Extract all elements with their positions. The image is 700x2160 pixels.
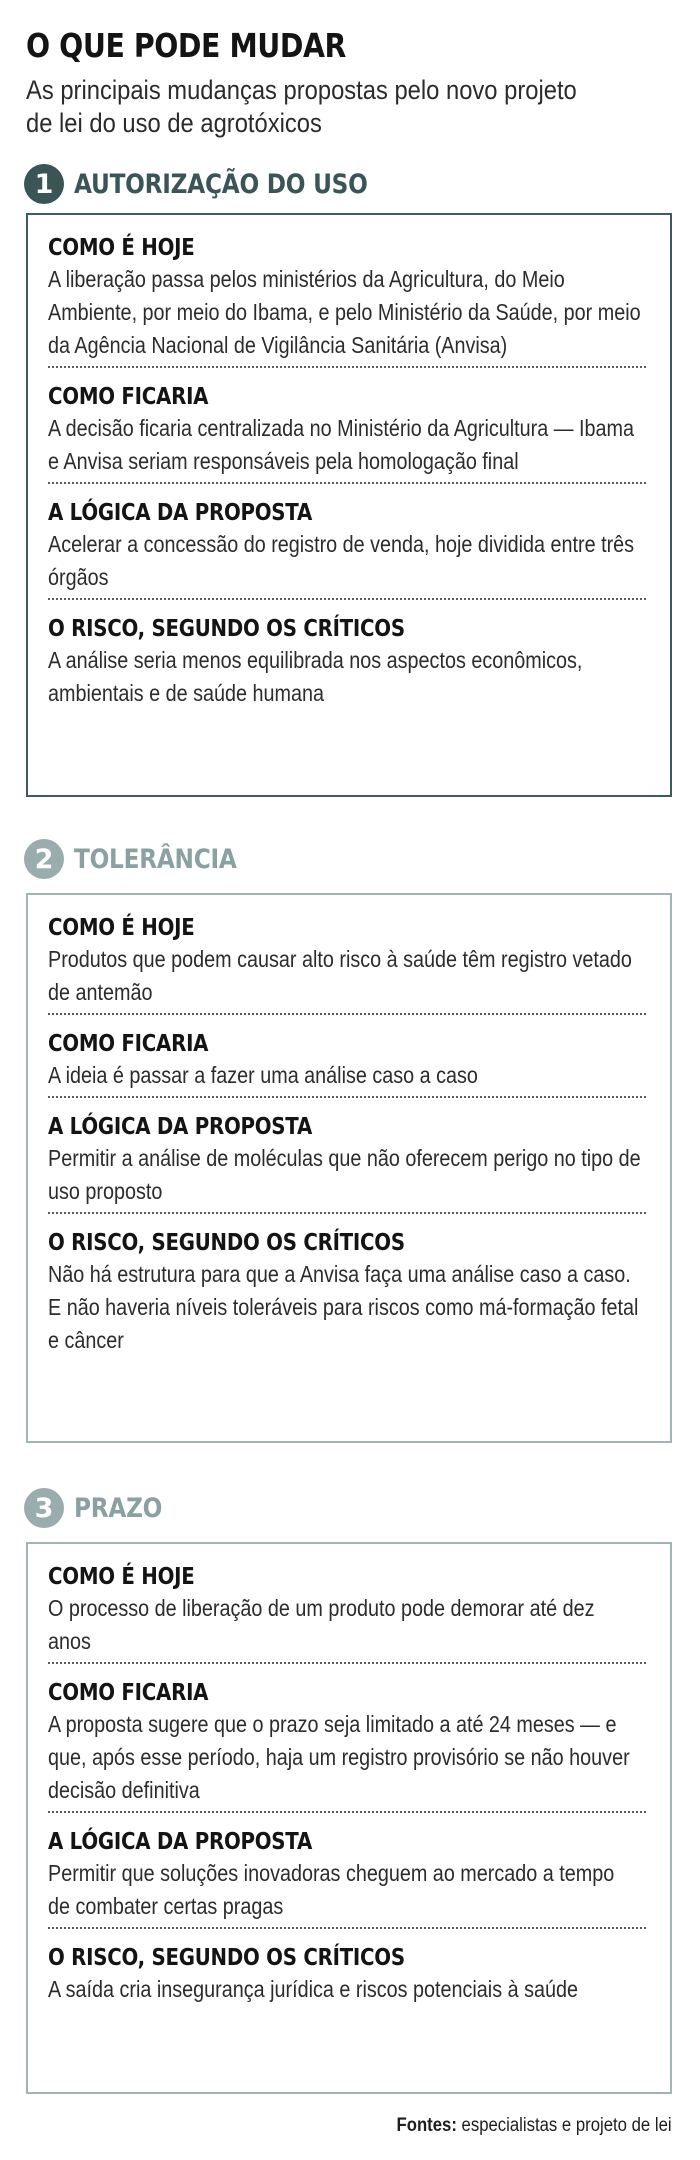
item-text: O processo de liberação de um produto pode demorar até dez anos xyxy=(48,1595,595,1654)
section-3-header xyxy=(24,1486,177,1530)
item-label: A LÓGICA DA PROPOSTA xyxy=(48,500,313,526)
section-1-item-proposed xyxy=(48,366,646,482)
section-2-box xyxy=(26,893,672,1443)
section-3-item-current xyxy=(48,1562,646,1662)
item-label: O RISCO, SEGUNDO OS CRÍTICOS xyxy=(48,616,405,642)
item-label: O RISCO, SEGUNDO OS CRÍTICOS xyxy=(48,1230,405,1256)
section-2-item-logic xyxy=(48,1096,646,1212)
section-2-item-proposed xyxy=(48,1013,646,1096)
sources-note xyxy=(397,2115,672,2137)
item-text: Permitir que soluções inovadoras cheguem ao mercado a tempo de combater certas pragas xyxy=(48,1860,615,1919)
section-2-header xyxy=(24,837,263,881)
section-3-box xyxy=(26,1542,672,2094)
item-label: A LÓGICA DA PROPOSTA xyxy=(48,1829,313,1855)
page-subtitle: As principais mudanças propostas pelo novo projeto de lei do uso de agrotóxicos xyxy=(26,75,577,138)
section-1-box xyxy=(26,213,672,797)
item-label: COMO É HOJE xyxy=(48,1564,195,1590)
item-text: Permitir a análise de moléculas que não oferecem perigo no tipo de uso proposto xyxy=(48,1145,641,1204)
section-1-number-badge: 1 xyxy=(24,164,64,204)
section-2-item-current xyxy=(48,913,646,1013)
item-label: COMO FICARIA xyxy=(48,1031,209,1057)
section-3-item-proposed xyxy=(48,1662,646,1811)
item-label: COMO É HOJE xyxy=(48,235,195,261)
item-label: A LÓGICA DA PROPOSTA xyxy=(48,1114,313,1140)
item-label: COMO FICARIA xyxy=(48,384,209,410)
item-text: A liberação passa pelos ministérios da Agricultura, do Meio Ambiente, por meio do Ibama, e pelo Ministério da Saúde, por meio da Agência Nacional de Vigilância Sanitária (Anvisa) xyxy=(48,266,641,358)
section-1-title: AUTORIZAÇÃO DO USO xyxy=(74,168,368,200)
section-1-item-current xyxy=(48,233,646,366)
item-text: A decisão ficaria centralizada no Ministério da Agricultura — Ibama e Anvisa seriam responsáveis pela homologação final xyxy=(48,415,635,474)
item-text: Produtos que podem causar alto risco à saúde têm registro vetado de antemão xyxy=(48,946,632,1005)
item-text: A análise seria menos equilibrada nos aspectos econômicos, ambientais e de saúde humana xyxy=(48,647,583,706)
section-3-item-logic xyxy=(48,1811,646,1927)
item-label: COMO FICARIA xyxy=(48,1680,209,1706)
page-title: O QUE PODE MUDAR xyxy=(26,26,346,65)
section-2-title: TOLERÂNCIA xyxy=(74,843,237,875)
item-label: COMO É HOJE xyxy=(48,915,195,941)
section-3-title: PRAZO xyxy=(74,1492,163,1524)
section-1-item-risk xyxy=(48,598,646,714)
section-2-number-badge: 2 xyxy=(24,839,64,879)
item-text: A proposta sugere que o prazo seja limitado a até 24 meses — e que, após esse período, haja um registro provisório se não houver decisão definitiva xyxy=(48,1711,630,1803)
item-text: A ideia é passar a fazer uma análise caso a caso xyxy=(48,1062,478,1088)
section-1-item-logic xyxy=(48,482,646,598)
item-text: Acelerar a concessão do registro de venda, hoje dividida entre três órgãos xyxy=(48,531,635,590)
section-2-item-risk xyxy=(48,1212,646,1361)
section-3-item-risk xyxy=(48,1927,646,2010)
item-text: Não há estrutura para que a Anvisa faça uma análise caso a caso. E não haveria níveis toleráveis para riscos como má-formação fetal e câncer xyxy=(48,1261,639,1353)
sources-text: especialistas e projeto de lei xyxy=(461,2115,672,2136)
section-3-number-badge: 3 xyxy=(24,1488,64,1528)
item-label: O RISCO, SEGUNDO OS CRÍTICOS xyxy=(48,1945,405,1971)
section-1-header xyxy=(24,162,415,206)
sources-label: Fontes: xyxy=(396,2115,458,2136)
item-text: A saída cria insegurança jurídica e riscos potenciais à saúde xyxy=(48,1976,578,2002)
